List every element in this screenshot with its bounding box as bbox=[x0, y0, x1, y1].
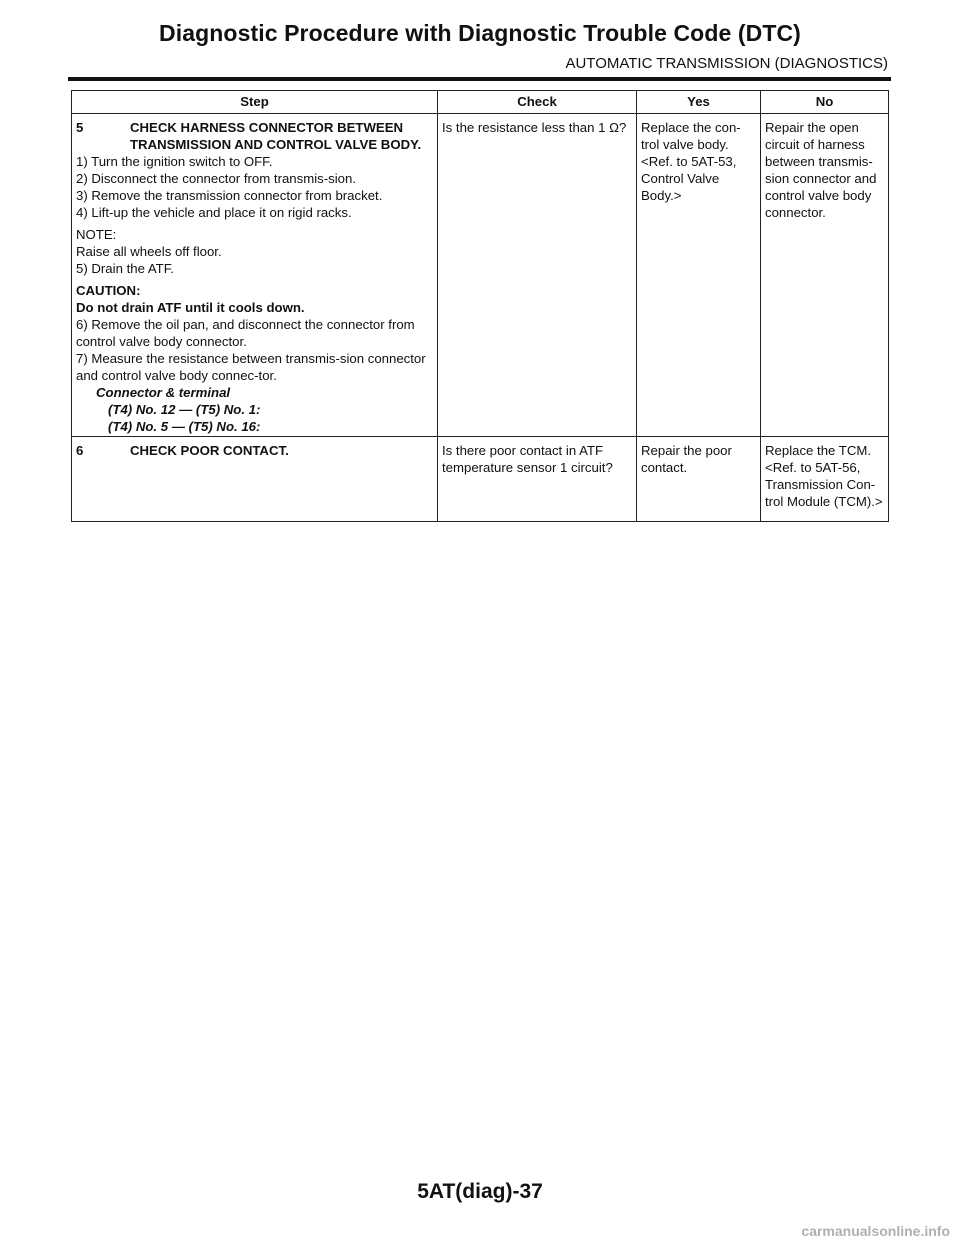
instruction: 5) Drain the ATF. bbox=[76, 261, 174, 276]
connector-terminal-label: Connector & terminal bbox=[96, 385, 231, 400]
page-title: Diagnostic Procedure with Diagnostic Trouble Code (DTC) bbox=[159, 20, 801, 46]
step-cell bbox=[72, 437, 438, 522]
page-number: 5AT(diag)-37 bbox=[417, 1180, 543, 1203]
table-header-row bbox=[72, 91, 889, 114]
instruction: 3) Remove the transmission connector from bracket. bbox=[76, 188, 383, 203]
step-cell bbox=[72, 114, 438, 437]
instruction: 7) Measure the resistance between transmis-sion connector and control valve body connec-tor. bbox=[76, 351, 426, 383]
step-title: CHECK HARNESS CONNECTOR BETWEEN TRANSMISSION AND CONTROL VALVE BODY. bbox=[130, 120, 422, 152]
no-cell: Repair the open circuit of harness between transmis-sion connector and control valve body connector. bbox=[761, 114, 889, 437]
table-row bbox=[72, 437, 889, 522]
instruction: 4) Lift-up the vehicle and place it on rigid racks. bbox=[76, 205, 352, 220]
check-cell: Is there poor contact in ATF temperature sensor 1 circuit? bbox=[438, 437, 637, 522]
no-cell: Replace the TCM. <Ref. to 5AT-56, Transmission Con-trol Module (TCM).> bbox=[761, 437, 889, 522]
column-header-yes: Yes bbox=[637, 91, 761, 114]
column-header-check: Check bbox=[438, 91, 637, 114]
step-number: 5 bbox=[76, 120, 84, 135]
table-row bbox=[72, 114, 889, 437]
yes-cell: Repair the poor contact. bbox=[637, 437, 761, 522]
watermark: carmanualsonline.info bbox=[801, 1223, 950, 1239]
step-title: CHECK POOR CONTACT. bbox=[130, 443, 289, 458]
instruction: 6) Remove the oil pan, and disconnect the connector from control valve body connector. bbox=[76, 317, 415, 349]
connector-terminal-item: (T4) No. 5 — (T5) No. 16: bbox=[108, 419, 261, 434]
step-number: 6 bbox=[76, 443, 84, 458]
caution-text: Do not drain ATF until it cools down. bbox=[76, 300, 305, 315]
instruction: 2) Disconnect the connector from transmis-sion. bbox=[76, 171, 356, 186]
yes-cell: Replace the con-trol valve body. <Ref. to 5AT-53, Control Valve Body.> bbox=[637, 114, 761, 437]
instruction: 1) Turn the ignition switch to OFF. bbox=[76, 154, 273, 169]
caution-label: CAUTION: bbox=[76, 283, 141, 298]
note-label: NOTE: bbox=[76, 227, 117, 242]
diagnostic-table bbox=[71, 90, 889, 522]
column-header-no: No bbox=[761, 91, 889, 114]
column-header-step: Step bbox=[72, 91, 438, 114]
connector-terminal-item: (T4) No. 12 — (T5) No. 1: bbox=[108, 402, 261, 417]
check-cell: Is the resistance less than 1 Ω? bbox=[438, 114, 637, 437]
note-text: Raise all wheels off floor. bbox=[76, 244, 222, 259]
header-rule bbox=[68, 77, 891, 81]
section-title: AUTOMATIC TRANSMISSION (DIAGNOSTICS) bbox=[565, 55, 888, 72]
